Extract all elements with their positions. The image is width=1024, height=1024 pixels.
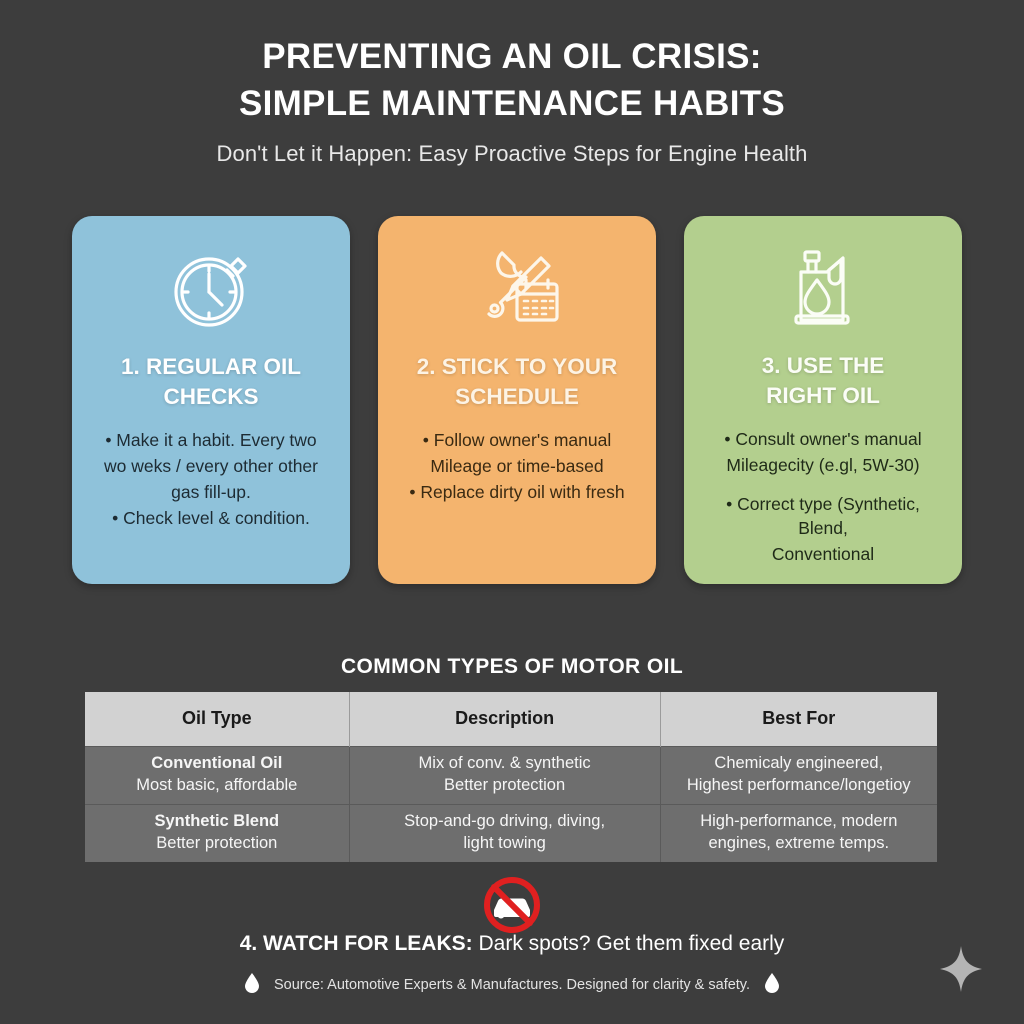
card-title-line-2: CHECKS: [163, 383, 259, 409]
card-bullet: wo weks / every other other: [104, 455, 318, 476]
source-line: [0, 972, 1024, 997]
card-bullet: Mileagecity (e.gl, 5W-30): [726, 455, 920, 476]
wrench-calendar-icon: [469, 240, 565, 336]
leaks-rest: Dark spots? Get them fixed early: [472, 932, 785, 955]
cell-oil-type: [85, 746, 349, 804]
card-bullet: Conventional: [771, 543, 875, 564]
card-bullet: • Follow owner's manual: [422, 429, 612, 450]
best-for-line-1: Chemicaly engineered,: [714, 754, 884, 773]
card-bullet: • Replace dirty oil with fresh: [409, 482, 625, 503]
oil-drop-icon-left: [244, 972, 260, 997]
card-title-line-2: SCHEDULE: [455, 383, 579, 409]
column-header-best-for: Best For: [660, 692, 937, 746]
cell-best-for: [660, 804, 937, 862]
column-header-oil-type: Oil Type: [85, 692, 349, 746]
table-row: [85, 746, 937, 804]
description-line-2: Better protection: [444, 776, 566, 794]
oil-drop-icon-right: [764, 972, 780, 997]
page-subtitle: Don't Let it Happen: Easy Proactive Steps for Engine Health: [216, 141, 808, 167]
card-bullets: [409, 428, 624, 506]
card-bullet: • Check level & condition.: [112, 508, 310, 529]
best-for-line-2: engines, extreme temps.: [708, 834, 890, 853]
cell-best-for: [660, 746, 937, 804]
oil-type-name: Conventional Oil: [151, 754, 283, 773]
cell-description: [349, 746, 660, 804]
page-title-line-1: PREVENTING AN OIL CRISIS:: [262, 37, 762, 76]
cell-description: [349, 804, 660, 862]
card-title-line-1: 1. REGULAR OIL: [120, 354, 301, 379]
card-regular-oil-checks[interactable]: [72, 216, 350, 584]
best-for-line-2: Highest performance/longetioy: [686, 776, 911, 794]
table-header-row: [85, 692, 937, 746]
table-heading: COMMON TYPES OF MOTOR OIL: [340, 655, 684, 678]
page-title-line-2: SIMPLE MAINTENANCE HABITS: [238, 83, 786, 123]
header: [0, 0, 1024, 167]
oil-type-sub: Most basic, affordable: [136, 776, 298, 794]
description-line-1: Mix of conv. & synthetic: [418, 754, 591, 773]
table-row: [85, 804, 937, 862]
card-bullet: • Correct type (Synthetic, Blend,: [726, 493, 920, 538]
sparkle-watermark-icon: [938, 944, 984, 999]
oil-type-name: Synthetic Blend: [154, 812, 280, 831]
card-bullet: Mileage or time-based: [430, 455, 604, 476]
stopwatch-icon: [165, 240, 257, 336]
cards-row: [72, 216, 962, 584]
card-title: [762, 351, 885, 411]
card-bullet: gas fill-up.: [171, 482, 251, 503]
column-header-description: Description: [349, 692, 660, 746]
card-stick-to-schedule[interactable]: [378, 216, 656, 584]
page-title: [0, 34, 1024, 127]
cell-oil-type: [85, 804, 349, 862]
source-text: Source: Automotive Experts & Manufactures. Designed for clarity & safety.: [273, 976, 751, 993]
oil-jug-icon: [777, 240, 869, 335]
description-line-2: light towing: [463, 834, 546, 853]
oil-type-sub: Better protection: [156, 834, 278, 853]
card-use-right-oil[interactable]: [684, 216, 962, 584]
card-bullets: [104, 428, 318, 533]
leaks-lead: 4. WATCH FOR LEAKS:: [239, 932, 473, 955]
card-title-line-1: 3. USE THE: [761, 353, 885, 379]
card-title: [417, 352, 617, 412]
motor-oil-table: [85, 692, 937, 862]
card-title-line-2: RIGHT OIL: [766, 383, 880, 409]
card-bullet: • Make it a habit. Every two: [105, 429, 317, 450]
watch-for-leaks-note: [0, 932, 1024, 956]
card-title: [121, 352, 301, 412]
card-title-line-1: 2. STICK TO YOUR: [416, 354, 618, 379]
card-bullet: • Consult owner's manual: [724, 429, 922, 450]
no-car-icon: [481, 874, 543, 941]
description-line-1: Stop-and-go driving, diving,: [404, 812, 606, 831]
best-for-line-1: High-performance, modern: [700, 812, 898, 831]
card-bullets: [700, 427, 946, 568]
